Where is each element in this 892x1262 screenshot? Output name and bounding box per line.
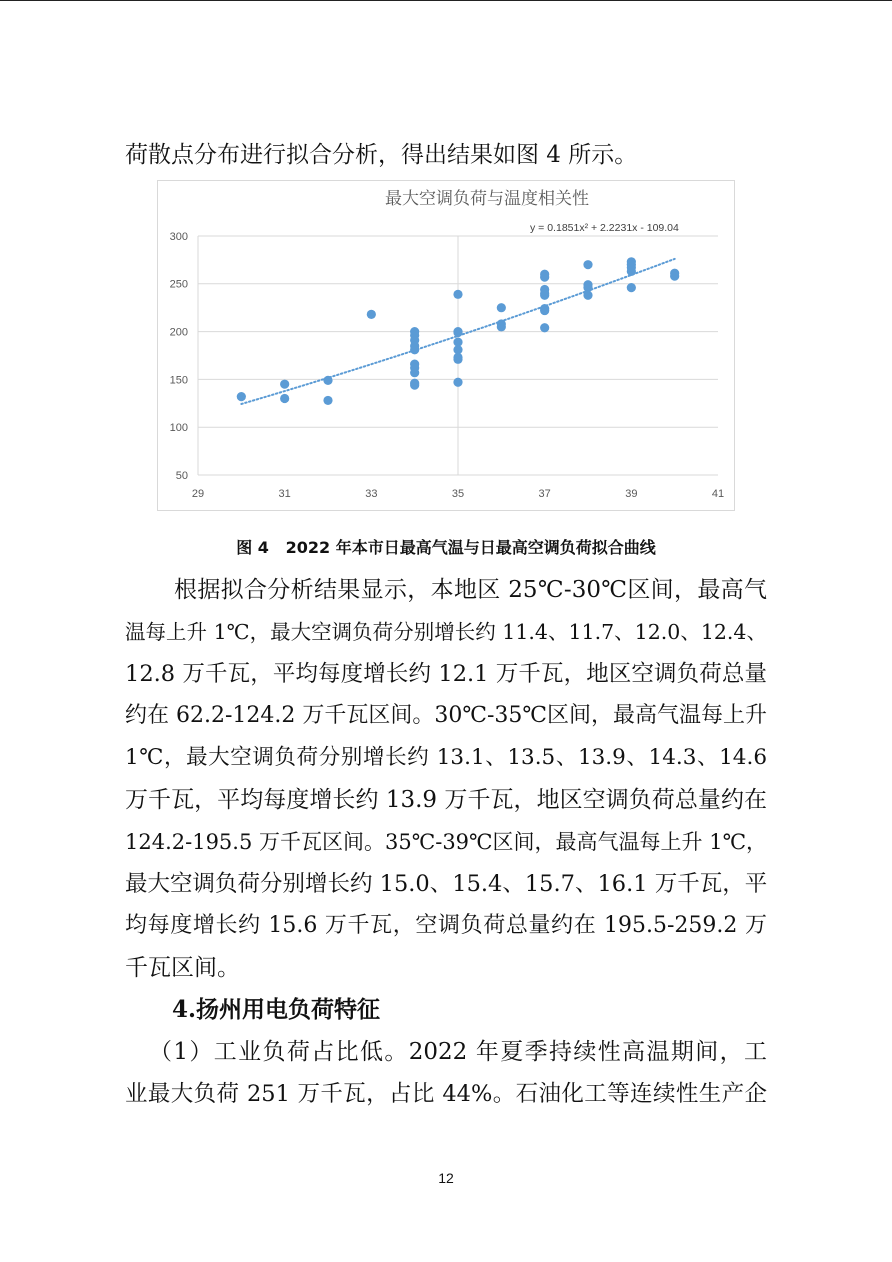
paragraph-2-line: 业最大负荷 251 万千瓦，占比 44%。石油化工等连续性生产企 bbox=[125, 1081, 767, 1107]
paragraph-1-line: 最大空调负荷分别增长约 15.0、15.4、15.7、16.1 万千瓦，平 bbox=[125, 871, 767, 897]
paragraph-1-line: 12.8 万千瓦，平均每度增长约 12.1 万千瓦，地区空调负荷总量 bbox=[125, 661, 767, 687]
paragraph-1-line: 千瓦区间。 bbox=[125, 955, 240, 981]
data-point bbox=[410, 368, 419, 377]
section-heading: 4.扬州用电负荷特征 bbox=[172, 996, 381, 1023]
data-point bbox=[540, 273, 549, 282]
paragraph-1-line: 根据拟合分析结果显示，本地区 25℃-30℃区间，最高气 bbox=[174, 577, 767, 603]
data-point bbox=[627, 283, 636, 292]
chart-title: 最大空调负荷与温度相关性 bbox=[385, 189, 589, 209]
data-point bbox=[627, 267, 636, 276]
data-point bbox=[453, 290, 462, 299]
data-point bbox=[540, 323, 549, 332]
data-point bbox=[410, 381, 419, 390]
y-tick-label: 300 bbox=[169, 230, 188, 243]
data-point bbox=[540, 306, 549, 315]
x-tick-label: 39 bbox=[625, 488, 638, 500]
data-point bbox=[583, 291, 592, 300]
y-tick-label: 100 bbox=[169, 422, 188, 435]
data-point bbox=[323, 376, 332, 385]
data-point bbox=[280, 394, 289, 403]
paragraph-1-line: 温每上升 1℃，最大空调负荷分别增长约 11.4、11.7、12.0、12.4、 bbox=[125, 620, 767, 644]
data-point bbox=[497, 303, 506, 312]
data-point bbox=[237, 392, 246, 401]
data-point bbox=[280, 380, 289, 389]
data-point bbox=[540, 291, 549, 300]
data-point bbox=[453, 355, 462, 364]
x-tick-label: 33 bbox=[365, 488, 378, 500]
data-point bbox=[497, 322, 506, 331]
data-point bbox=[583, 260, 592, 269]
paragraph-1-line: 124.2-195.5 万千瓦区间。35℃-39℃区间，最高气温每上升 1℃， bbox=[125, 830, 767, 854]
paragraph-1-line: 均每度增长约 15.6 万千瓦，空调负荷总量约在 195.5-259.2 万 bbox=[125, 913, 767, 938]
x-tick-label: 29 bbox=[191, 488, 205, 500]
page-top-border bbox=[0, 0, 892, 1]
scatter-chart bbox=[157, 180, 735, 511]
data-point bbox=[670, 272, 679, 281]
x-tick-label: 37 bbox=[538, 488, 551, 500]
data-point bbox=[453, 328, 462, 337]
data-point bbox=[367, 310, 376, 319]
paragraph-1-line: 万千瓦，平均每度增长约 13.9 万千瓦，地区空调负荷总量约在 bbox=[125, 787, 767, 813]
data-point bbox=[323, 396, 332, 405]
body-text bbox=[125, 569, 767, 1115]
figure-caption: 图 4 2022 年本市日最高气温与日最高空调负荷拟合曲线 bbox=[236, 538, 656, 557]
y-tick-label: 50 bbox=[175, 469, 188, 482]
data-point bbox=[453, 378, 462, 387]
chart-canvas bbox=[157, 180, 735, 511]
paragraph-1-line: 约在 62.2-124.2 万千瓦区间。30℃-35℃区间，最高气温每上升 bbox=[125, 703, 767, 728]
x-tick-label: 31 bbox=[278, 488, 291, 500]
page-number: 12 bbox=[438, 1170, 454, 1186]
intro-line: 荷散点分布进行拟合分析，得出结果如图 4 所示。 bbox=[125, 142, 638, 168]
paragraph-2-line: （1）工业负荷占比低。2022 年夏季持续性高温期间，工 bbox=[149, 1039, 767, 1065]
x-tick-label: 35 bbox=[451, 488, 465, 500]
y-tick-label: 250 bbox=[169, 278, 188, 291]
y-tick-label: 200 bbox=[169, 326, 188, 339]
x-tick-label: 41 bbox=[711, 488, 725, 500]
trendline-equation: y = 0.1851x² + 2.2231x - 109.04 bbox=[530, 222, 679, 234]
paragraph-1-line: 1℃，最大空调负荷分别增长约 13.1、13.5、13.9、14.3、14.6 bbox=[125, 745, 767, 770]
data-point bbox=[410, 345, 419, 354]
y-tick-label: 150 bbox=[169, 374, 188, 387]
